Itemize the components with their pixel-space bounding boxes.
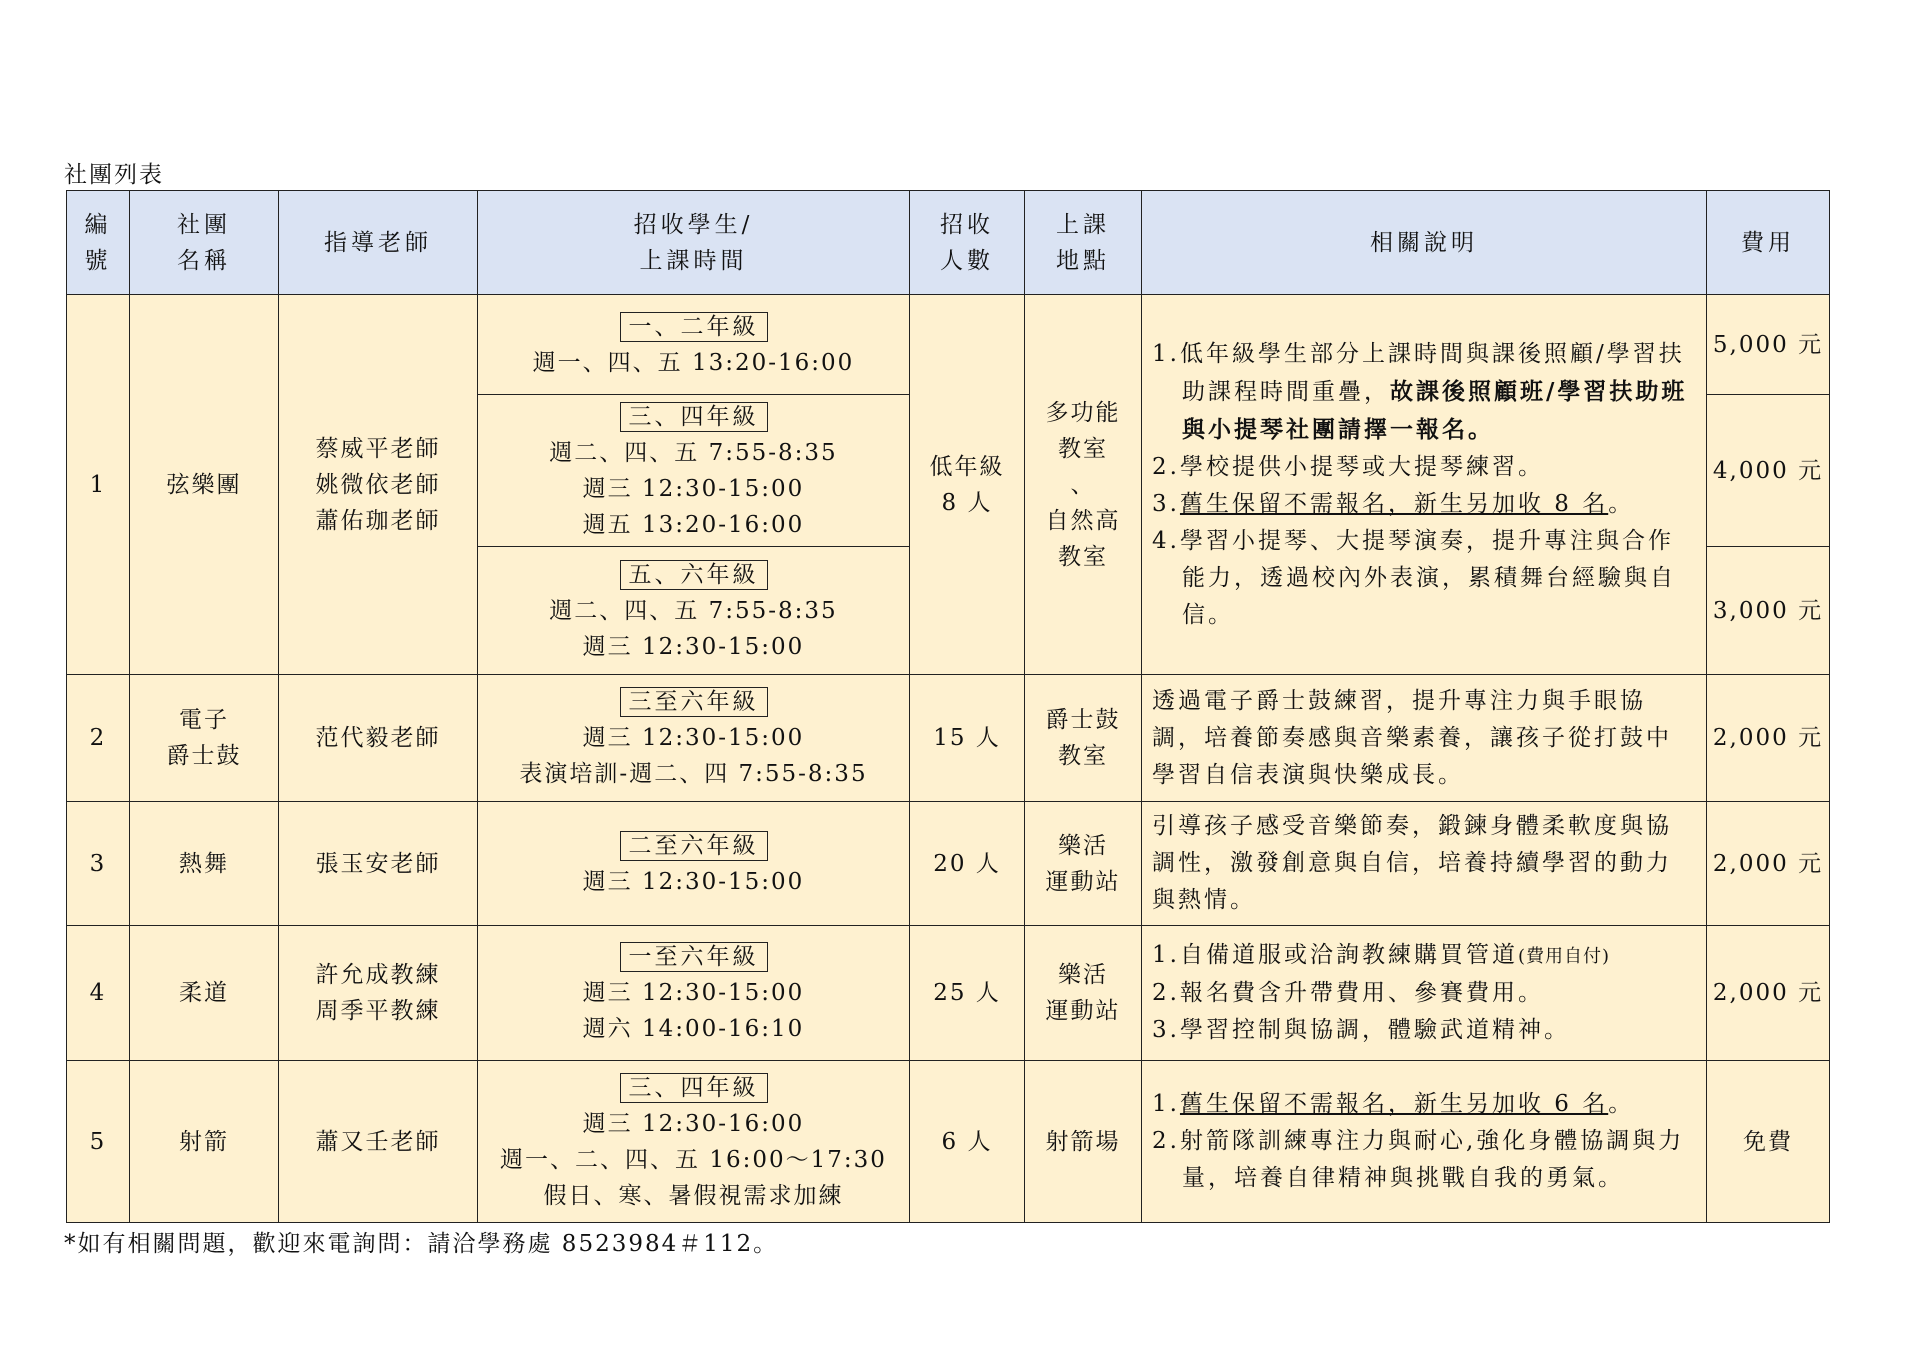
cell-location: 樂活 運動站 bbox=[1025, 926, 1142, 1061]
cell-fee: 2,000 元 bbox=[1707, 926, 1830, 1061]
grade-label: 一至六年級 bbox=[620, 942, 768, 972]
cell-fee: 免費 bbox=[1707, 1061, 1830, 1223]
cell-location: 多功能 教室 、 自然高 教室 bbox=[1025, 295, 1142, 675]
cell-fee: 3,000 元 bbox=[1707, 547, 1830, 675]
grade-label: 三至六年級 bbox=[620, 687, 768, 717]
cell-club-name: 弦樂團 bbox=[130, 295, 279, 675]
cell-fee: 2,000 元 bbox=[1707, 675, 1830, 802]
header-row bbox=[67, 191, 1830, 295]
cell-schedule: 三至六年級 週三 12:30-15:00 表演培訓-週二、四 7:55-8:35 bbox=[478, 675, 910, 802]
header-no: 編 號 bbox=[67, 191, 130, 295]
cell-teacher: 張玉安老師 bbox=[279, 802, 478, 926]
cell-location: 爵士鼓 教室 bbox=[1025, 675, 1142, 802]
cell-description: 透過電子爵士鼓練習，提升專注力與手眼協調，培養節奏感與音樂素養，讓孩子從打鼓中學習自信表演與快樂成長。 bbox=[1142, 675, 1707, 802]
cell-schedule: 一至六年級 週三 12:30-15:00 週六 14:00-16:10 bbox=[478, 926, 910, 1061]
cell-description: 1.低年級學生部分上課時間與課後照顧/學習扶助課程時間重疊，故課後照顧班/學習扶助班與小提琴社團請擇一報名。 2.學校提供小提琴或大提琴練習。 3.舊生保留不需報名，新生另加收 8 名。 4.學習小提琴、大提琴演奏，提升專注與合作能力，透過校內外表演，累積舞台經驗與自信。 bbox=[1142, 295, 1707, 675]
cell-club-name: 射箭 bbox=[130, 1061, 279, 1223]
cell-schedule: 三、四年級 週二、四、五 7:55-8:35 週三 12:30-15:00 週五 13:20-16:00 bbox=[478, 395, 910, 547]
cell-teacher: 蔡威平老師 姚微依老師 蕭佑珈老師 bbox=[279, 295, 478, 675]
header-description: 相關說明 bbox=[1142, 191, 1707, 295]
table-row bbox=[67, 1061, 1830, 1223]
cell-capacity: 15 人 bbox=[910, 675, 1025, 802]
cell-teacher: 范代毅老師 bbox=[279, 675, 478, 802]
grade-label: 五、六年級 bbox=[620, 560, 768, 590]
cell-fee: 5,000 元 bbox=[1707, 295, 1830, 395]
cell-schedule: 三、四年級 週三 12:30-16:00 週一、二、四、五 16:00～17:30 假日、寒、暑假視需求加練 bbox=[478, 1061, 910, 1223]
header-schedule: 招收學生/ 上課時間 bbox=[478, 191, 910, 295]
table-row bbox=[67, 802, 1830, 926]
table-caption: 社團列表 bbox=[64, 162, 164, 188]
grade-label: 一、二年級 bbox=[620, 312, 768, 342]
footer-note: *如有相關問題，歡迎來電詢問：請洽學務處 8523984＃112。 bbox=[64, 1231, 779, 1257]
header-location: 上課 地點 bbox=[1025, 191, 1142, 295]
cell-location: 射箭場 bbox=[1025, 1061, 1142, 1223]
cell-location: 樂活 運動站 bbox=[1025, 802, 1142, 926]
grade-label: 三、四年級 bbox=[620, 1073, 768, 1103]
table-row bbox=[67, 926, 1830, 1061]
cell-description: 1.舊生保留不需報名，新生另加收 6 名。 2.射箭隊訓練專注力與耐心,強化身體協調與力量，培養自律精神與挑戰自我的勇氣。 bbox=[1142, 1061, 1707, 1223]
header-name: 社團 名稱 bbox=[130, 191, 279, 295]
cell-fee: 4,000 元 bbox=[1707, 395, 1830, 547]
cell-schedule: 一、二年級 週一、四、五 13:20-16:00 bbox=[478, 295, 910, 395]
cell-no: 4 bbox=[67, 926, 130, 1061]
cell-no: 3 bbox=[67, 802, 130, 926]
cell-no: 5 bbox=[67, 1061, 130, 1223]
cell-no: 1 bbox=[67, 295, 130, 675]
header-fee: 費用 bbox=[1707, 191, 1830, 295]
cell-capacity: 低年級 8 人 bbox=[910, 295, 1025, 675]
cell-teacher: 許允成教練 周季平教練 bbox=[279, 926, 478, 1061]
table-row bbox=[67, 675, 1830, 802]
cell-capacity: 6 人 bbox=[910, 1061, 1025, 1223]
cell-capacity: 25 人 bbox=[910, 926, 1025, 1061]
grade-label: 三、四年級 bbox=[620, 402, 768, 432]
cell-teacher: 蕭又壬老師 bbox=[279, 1061, 478, 1223]
cell-description: 1.自備道服或洽詢教練購買管道(費用自付) 2.報名費含升帶費用、參賽費用。 3.學習控制與協調，體驗武道精神。 bbox=[1142, 926, 1707, 1061]
cell-club-name: 電子 爵士鼓 bbox=[130, 675, 279, 802]
header-capacity: 招收 人數 bbox=[910, 191, 1025, 295]
club-table bbox=[66, 190, 1830, 1223]
cell-schedule: 五、六年級 週二、四、五 7:55-8:35 週三 12:30-15:00 bbox=[478, 547, 910, 675]
cell-description: 引導孩子感受音樂節奏，鍛鍊身體柔軟度與協調性，激發創意與自信，培養持續學習的動力與熱情。 bbox=[1142, 802, 1707, 926]
header-teacher: 指導老師 bbox=[279, 191, 478, 295]
cell-schedule: 二至六年級 週三 12:30-15:00 bbox=[478, 802, 910, 926]
cell-club-name: 柔道 bbox=[130, 926, 279, 1061]
cell-fee: 2,000 元 bbox=[1707, 802, 1830, 926]
cell-capacity: 20 人 bbox=[910, 802, 1025, 926]
table-row bbox=[67, 295, 1830, 395]
grade-label: 二至六年級 bbox=[620, 831, 768, 861]
cell-no: 2 bbox=[67, 675, 130, 802]
cell-club-name: 熱舞 bbox=[130, 802, 279, 926]
